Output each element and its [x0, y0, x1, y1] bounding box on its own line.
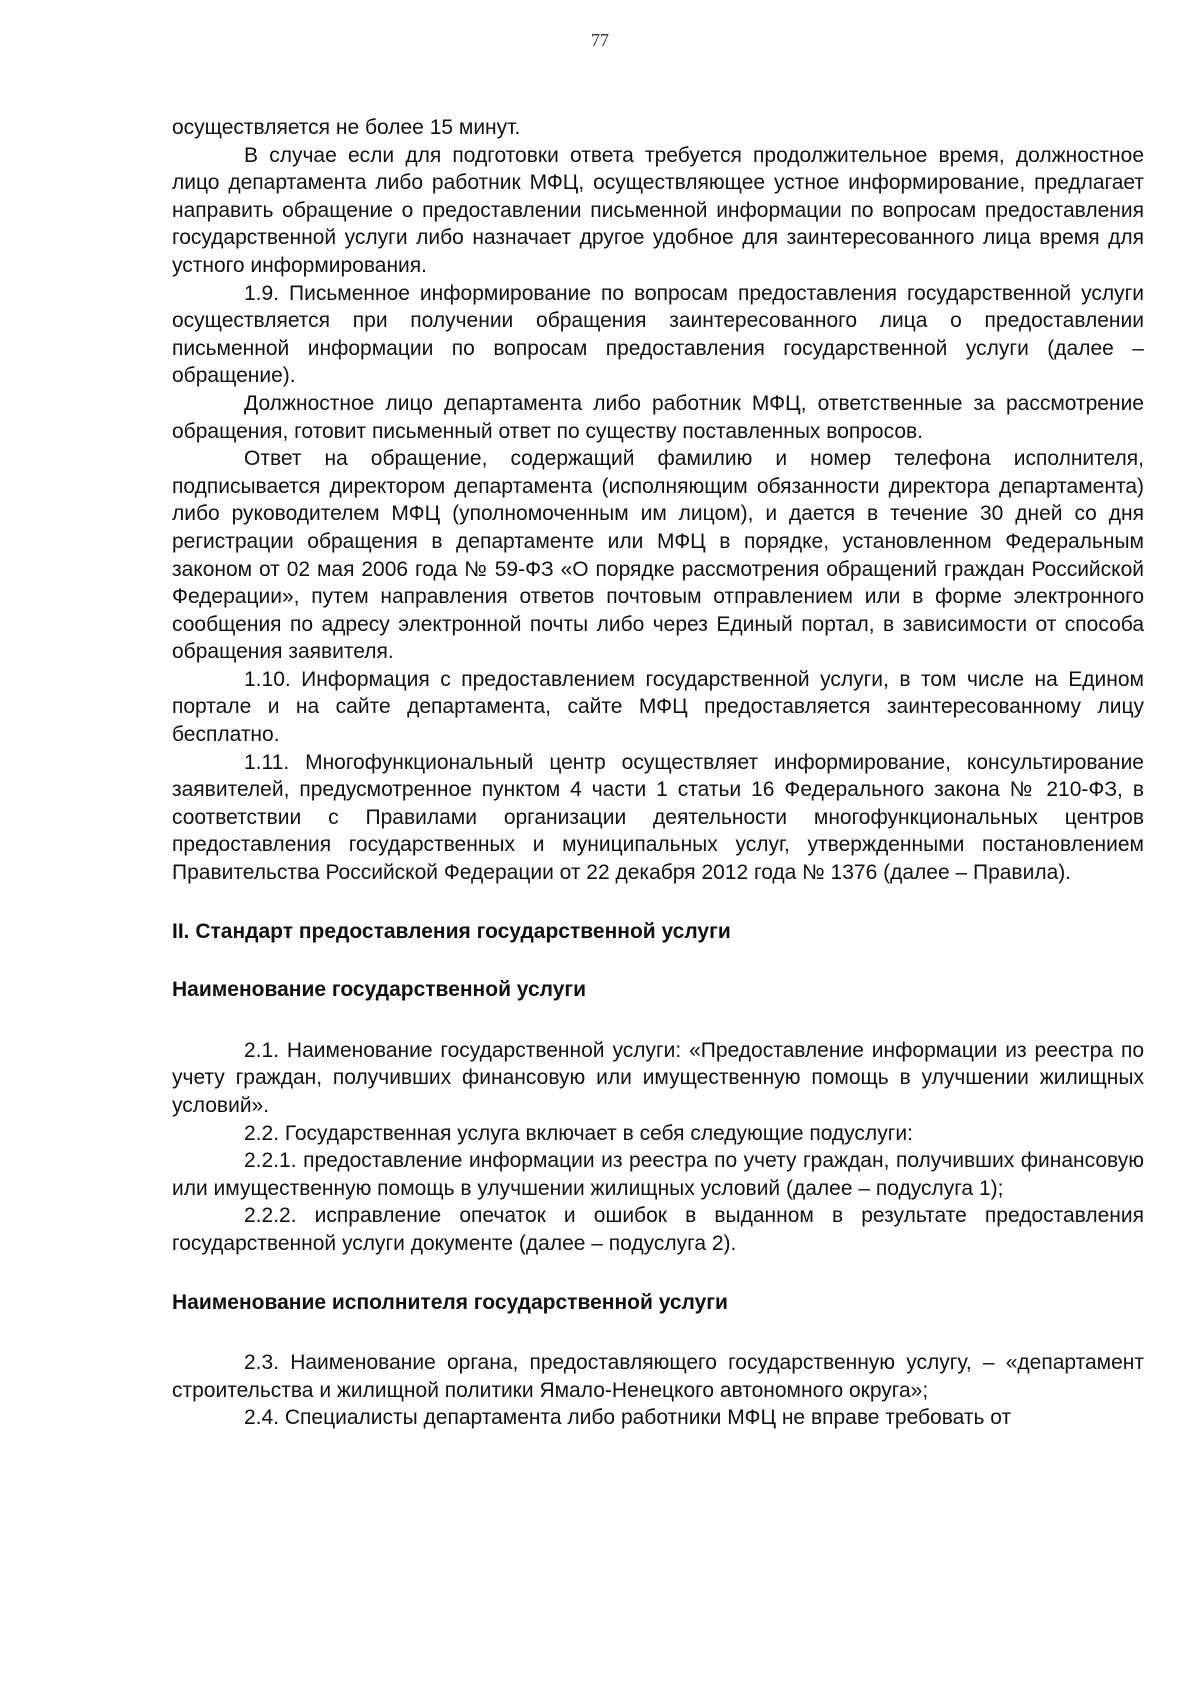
paragraph-1-11: 1.11. Многофункциональный центр осуществляет информирование, консультирование заявителей, предусмотренное пунктом 4 части 1 статьи 16 Федерального закона № 210-ФЗ, в соответствии с Правилами организации деятельности многофункциональных центров предоставления государственных и муниципальных услуг, утвержденными постановлением Правительства Российской Федерации от 22 декабря 2012 года № 1376 (далее – Правила). — [172, 750, 1144, 885]
paragraph: Должностное лицо департамента либо работник МФЦ, ответственные за рассмотрение обращения, готовит письменный ответ по существу поставленных вопросов. — [172, 391, 1144, 443]
paragraph-1-10: 1.10. Информация с предоставлением государственной услуги, в том числе на Едином портале и на сайте департамента, сайте МФЦ предоставляется заинтересованному лицу бесплатно. — [172, 667, 1144, 747]
paragraph-2-1: 2.1. Наименование государственной услуги: «Предоставление информации из реестра по учету граждан, получивших финансовую или имущественную помощь в улучшении жилищных условий». — [172, 1038, 1144, 1117]
paragraph-2-2: 2.2. Государственная услуга включает в себя следующие подуслуги: — [244, 1121, 913, 1145]
spacer — [172, 945, 1144, 976]
paragraph: Ответ на обращение, содержащий фамилию и номер телефона исполнителя, подписывается директором департамента (исполняющим обязанности директора департамента) либо руководителем МФЦ (уполномоченным им лицом), и дается в течение 30 дней со дня регистрации обращения в департаменте или МФЦ в порядке, установленном Федеральным законом от 02 мая 2006 года № 59-ФЗ «О порядке рассмотрения обращений граждан Российской Федерации», путем направления ответов почтовым отправлением или в форме электронного сообщения по адресу электронной почты либо через Единый портал, в зависимости от способа обращения заявителя. — [172, 447, 1144, 664]
spacer — [172, 1316, 1144, 1349]
section-heading: II. Стандарт предоставления государственной услуги — [172, 919, 731, 943]
spacer — [172, 1004, 1144, 1037]
subheading-service-name: Наименование государственной услуги — [172, 978, 587, 1002]
paragraph-2-3: 2.3. Наименование органа, предоставляющего государственную услугу, – «департамент строительства и жилищной политики Ямало-Ненецкого автономного округа»; — [172, 1351, 1144, 1402]
paragraph-1-9: 1.9. Письменное информирование по вопросам предоставления государственной услуги осуществляется при получении обращения заинтересованного лица о предоставлении письменной информации по вопросам предоставления государственной услуги (далее – обращение). — [172, 281, 1144, 388]
subheading-executor-name: Наименование исполнителя государственной услуги — [172, 1290, 728, 1314]
paragraph: В случае если для подготовки ответа требуется продолжительное время, должностное лицо департамента либо работник МФЦ, осуществляющее устное информирование, предлагает направить обращение о предоставлении письменной информации по вопросам предоставления государственной услуги либо назначает другое удобное для заинтересованного лица время для устного информирования. — [172, 143, 1144, 277]
paragraph-2-2-1: 2.2.1. предоставление информации из реестра по учету граждан, получивших финансовую или имущественную помощь в улучшении жилищных условий (далее – подуслуга 1); — [172, 1149, 1144, 1200]
spacer — [172, 887, 1144, 918]
paragraph-2-2-2: 2.2.2. исправление опечаток и ошибок в выданном в результате предоставления государственной услуги документе (далее – подуслуга 2). — [172, 1204, 1144, 1255]
document-body — [172, 114, 1144, 1432]
paragraph: осуществляется не более 15 минут. — [172, 116, 521, 139]
paragraph-2-4: 2.4. Специалисты департамента либо работники МФЦ не вправе требовать от — [244, 1406, 1012, 1430]
page-number: 77 — [591, 30, 609, 50]
spacer — [172, 1258, 1144, 1289]
